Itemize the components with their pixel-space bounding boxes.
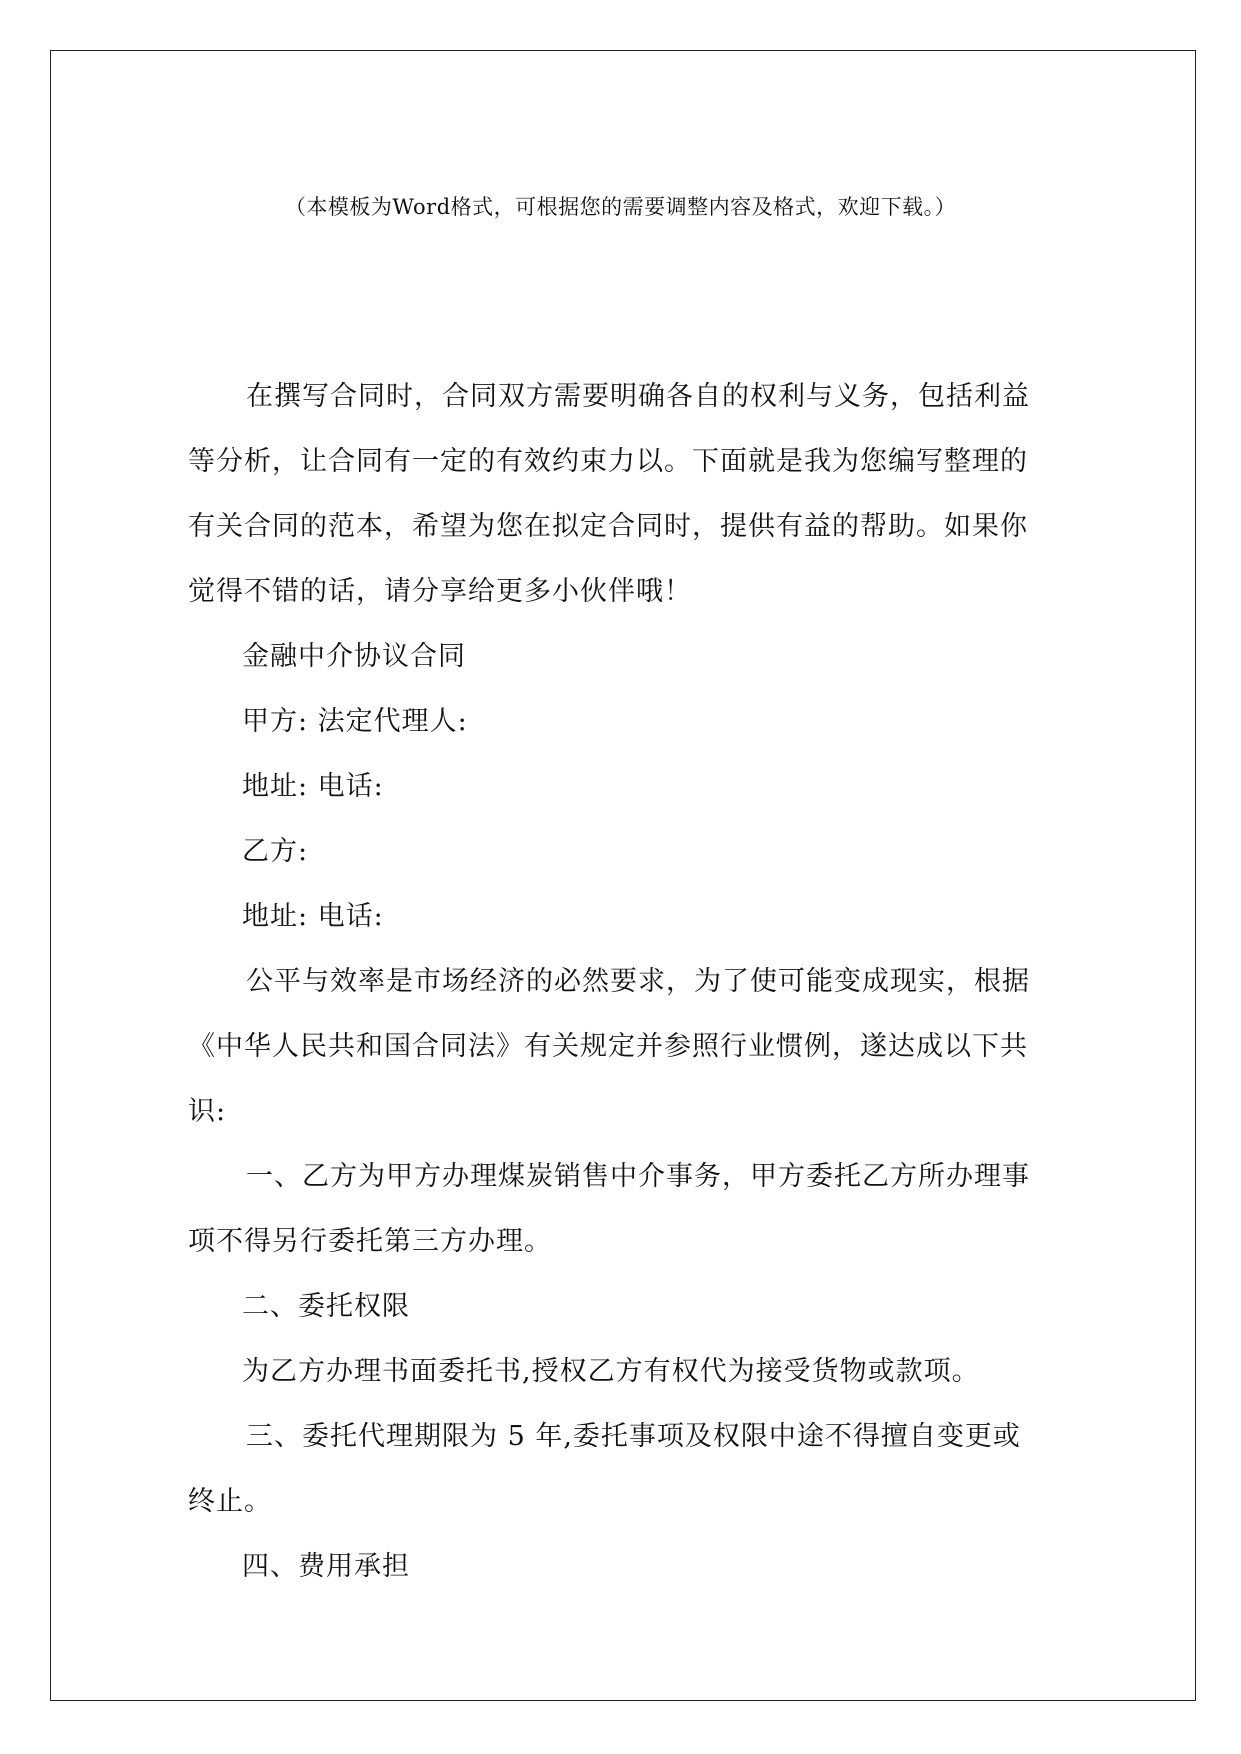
clause-2-body: 为乙方办理书面委托书,授权乙方有权代为接受货物或款项。 <box>242 1356 980 1387</box>
clause-1-line: 一、乙方为甲方办理煤炭销售中介事务，甲方委托乙方所办理事 <box>246 1161 1030 1192</box>
intro-paragraph <box>188 364 1052 624</box>
clause-1-paragraph <box>188 1144 1052 1274</box>
party-b-line: 乙方: <box>242 836 309 867</box>
preamble-line: 《中华人民共和国合同法》有关规定并参照行业惯例，遂达成以下共 <box>188 1031 1028 1062</box>
party-a-contact-line: 地址: 电话: <box>242 771 384 802</box>
clause-1-line: 项不得另行委托第三方办理。 <box>188 1226 552 1257</box>
clause-2-heading: 二、委托权限 <box>242 1291 410 1322</box>
preamble-line: 公平与效率是市场经济的必然要求，为了使可能变成现实，根据 <box>246 966 1030 997</box>
party-b-contact-line: 地址: 电话: <box>242 901 384 932</box>
clause-4-heading: 四、费用承担 <box>242 1551 410 1582</box>
document-body <box>188 364 1052 1599</box>
intro-line: 有关合同的范本，希望为您在拟定合同时，提供有益的帮助。如果你 <box>188 511 1028 542</box>
intro-line: 在撰写合同时，合同双方需要明确各自的权利与义务，包括利益 <box>246 381 1030 412</box>
contract-title: 金融中介协议合同 <box>242 641 466 672</box>
intro-line: 等分析，让合同有一定的有效约束力以。下面就是我为您编写整理的 <box>188 446 1028 477</box>
clause-3-line: 三、委托代理期限为 5 年,委托事项及权限中途不得擅自变更或 <box>246 1421 1021 1452</box>
party-a-line: 甲方: 法定代理人: <box>242 706 468 737</box>
intro-line: 觉得不错的话，请分享给更多小伙伴哦！ <box>188 576 692 607</box>
clause-3-line: 终止。 <box>188 1486 272 1517</box>
clause-3-paragraph <box>188 1404 1052 1534</box>
preamble-paragraph <box>188 949 1052 1144</box>
preamble-line: 识: <box>188 1096 227 1127</box>
template-note: （本模板为Word格式，可根据您的需要调整内容及格式，欢迎下载。） <box>284 195 957 219</box>
